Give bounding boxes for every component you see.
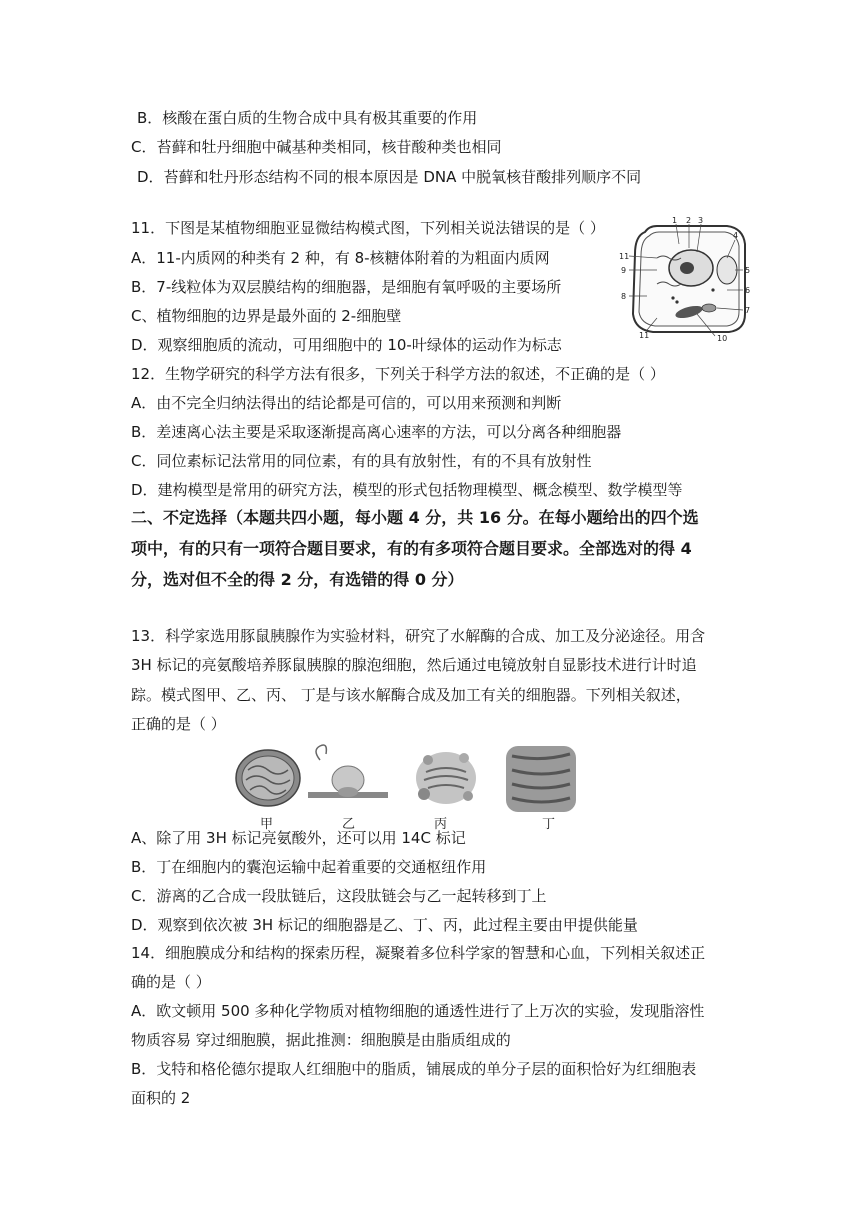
organelle-label-ding: 丁 (542, 817, 556, 832)
q11-stem: 11．下图是某植物细胞亚显微结构模式图，下列相关说法错误的是（ ） (131, 219, 605, 237)
q14-stem-line-2: 确的是（ ） (131, 973, 211, 991)
q12-option-b: B．差速离心法主要是采取逐渐提高离心速率的方法，可以分离各种细胞器 (131, 423, 622, 441)
cell-label-7: 7 (745, 306, 751, 315)
q11-option-b: B．7-线粒体为双层膜结构的细胞器，是细胞有氧呼吸的主要场所 (131, 278, 562, 296)
section-heading-line-1: 二、不定选择（本题共四小题，每小题 4 分，共 16 分。在每小题给出的四个选 (131, 508, 699, 527)
cell-label-2: 2 (686, 216, 692, 225)
q14-stem-line-1: 14．细胞膜成分和结构的探索历程，凝聚着多位科学家的智慧和心血，下列相关叙述正 (131, 944, 706, 962)
organelle-label-yi: 乙 (342, 817, 356, 832)
organelle-label-bing: 丙 (434, 817, 448, 832)
organelles-figure (228, 740, 588, 832)
q13-option-a: A、除了用 3H 标记亮氨酸外，还可以用 14C 标记 (131, 829, 466, 847)
q13-stem-line-3: 踪。模式图甲、乙、丙、 丁是与该水解酶合成及加工有关的细胞器。下列相关叙述， (131, 686, 691, 704)
q14-option-a-line-1: A．欧文顿用 500 多种化学物质对植物细胞的通透性进行了上万次的实验，发现脂溶性 (131, 1002, 705, 1020)
organelle-bing-golgi (416, 752, 476, 804)
cell-label-5: 5 (745, 266, 751, 275)
cell-label-3: 3 (698, 216, 704, 225)
q13-stem-line-2: 3H 标记的亮氨酸培养豚鼠胰腺的腺泡细胞，然后通过电镜放射自显影技术进行计时追 (131, 656, 697, 674)
q12-stem: 12．生物学研究的科学方法有很多，下列关于科学方法的叙述，不正确的是（ ） (131, 365, 665, 383)
organelle-label-jia: 甲 (260, 817, 274, 832)
q12-option-c: C．同位素标记法常用的同位素，有的具有放射性，有的不具有放射性 (131, 452, 592, 470)
q13-option-c: C．游离的乙合成一段肽链后，这段肽链会与乙一起转移到丁上 (131, 887, 547, 905)
section-heading-line-3: 分，选对但不全的得 2 分，有选错的得 0 分） (131, 570, 464, 589)
q12-option-a: A．由不完全归纳法得出的结论都是可信的，可以用来预测和判断 (131, 394, 562, 412)
cell-label-9: 9 (621, 266, 627, 275)
section-heading-line-2: 项中，有的只有一项符合题目要求，有的有多项符合题目要求。全部选对的得 4 (131, 539, 692, 558)
q12-option-d: D．建构模型是常用的研究方法，模型的形式包括物理模型、概念模型、数学模型等 (131, 481, 683, 499)
cell-label-1: 1 (672, 216, 678, 225)
organelle-yi-ribosome (308, 745, 388, 798)
cell-label-8: 8 (621, 292, 627, 301)
cell-label-10: 10 (717, 334, 728, 343)
plant-cell-diagram (617, 214, 759, 346)
q13-stem-line-4: 正确的是（ ） (131, 715, 226, 733)
q10-option-c: C．苔藓和牡丹细胞中碱基种类相同，核苷酸种类也相同 (131, 138, 502, 156)
q11-option-a: A．11-内质网的种类有 2 种，有 8-核糖体附着的为粗面内质网 (131, 249, 550, 267)
q10-option-d: D．苔藓和牡丹形态结构不同的根本原因是 DNA 中脱氧核苷酸排列顺序不同 (137, 168, 642, 186)
q10-option-b: B．核酸在蛋白质的生物合成中具有极其重要的作用 (137, 109, 478, 127)
q14-option-a-line-2: 物质容易 穿过细胞膜，据此推测：细胞膜是由脂质组成的 (131, 1031, 511, 1049)
q11-option-d: D．观察细胞质的流动，可用细胞中的 10-叶绿体的运动作为标志 (131, 336, 562, 354)
q11-option-c: C、植物细胞的边界是最外面的 2-细胞壁 (131, 307, 402, 325)
q13-option-d: D．观察到依次被 3H 标记的细胞器是乙、丁、丙，此过程主要由甲提供能量 (131, 916, 638, 934)
q14-option-b-line-2: 面积的 2 (131, 1089, 191, 1107)
organelle-ding-er (506, 746, 576, 812)
cell-label-11-bottom: 11 (639, 331, 650, 340)
q14-option-b-line-1: B．戈特和格伦德尔提取人红细胞中的脂质，铺展成的单分子层的面积恰好为红细胞表 (131, 1060, 697, 1078)
q13-option-b: B．丁在细胞内的囊泡运输中起着重要的交通枢纽作用 (131, 858, 487, 876)
cell-label-4: 4 (733, 231, 739, 240)
q13-stem-line-1: 13．科学家选用豚鼠胰腺作为实验材料，研究了水解酶的合成、加工及分泌途径。用含 (131, 627, 706, 645)
cell-label-6: 6 (745, 286, 751, 295)
organelle-jia-mitochondrion (236, 750, 300, 806)
cell-label-11-top: 11 (619, 252, 630, 261)
